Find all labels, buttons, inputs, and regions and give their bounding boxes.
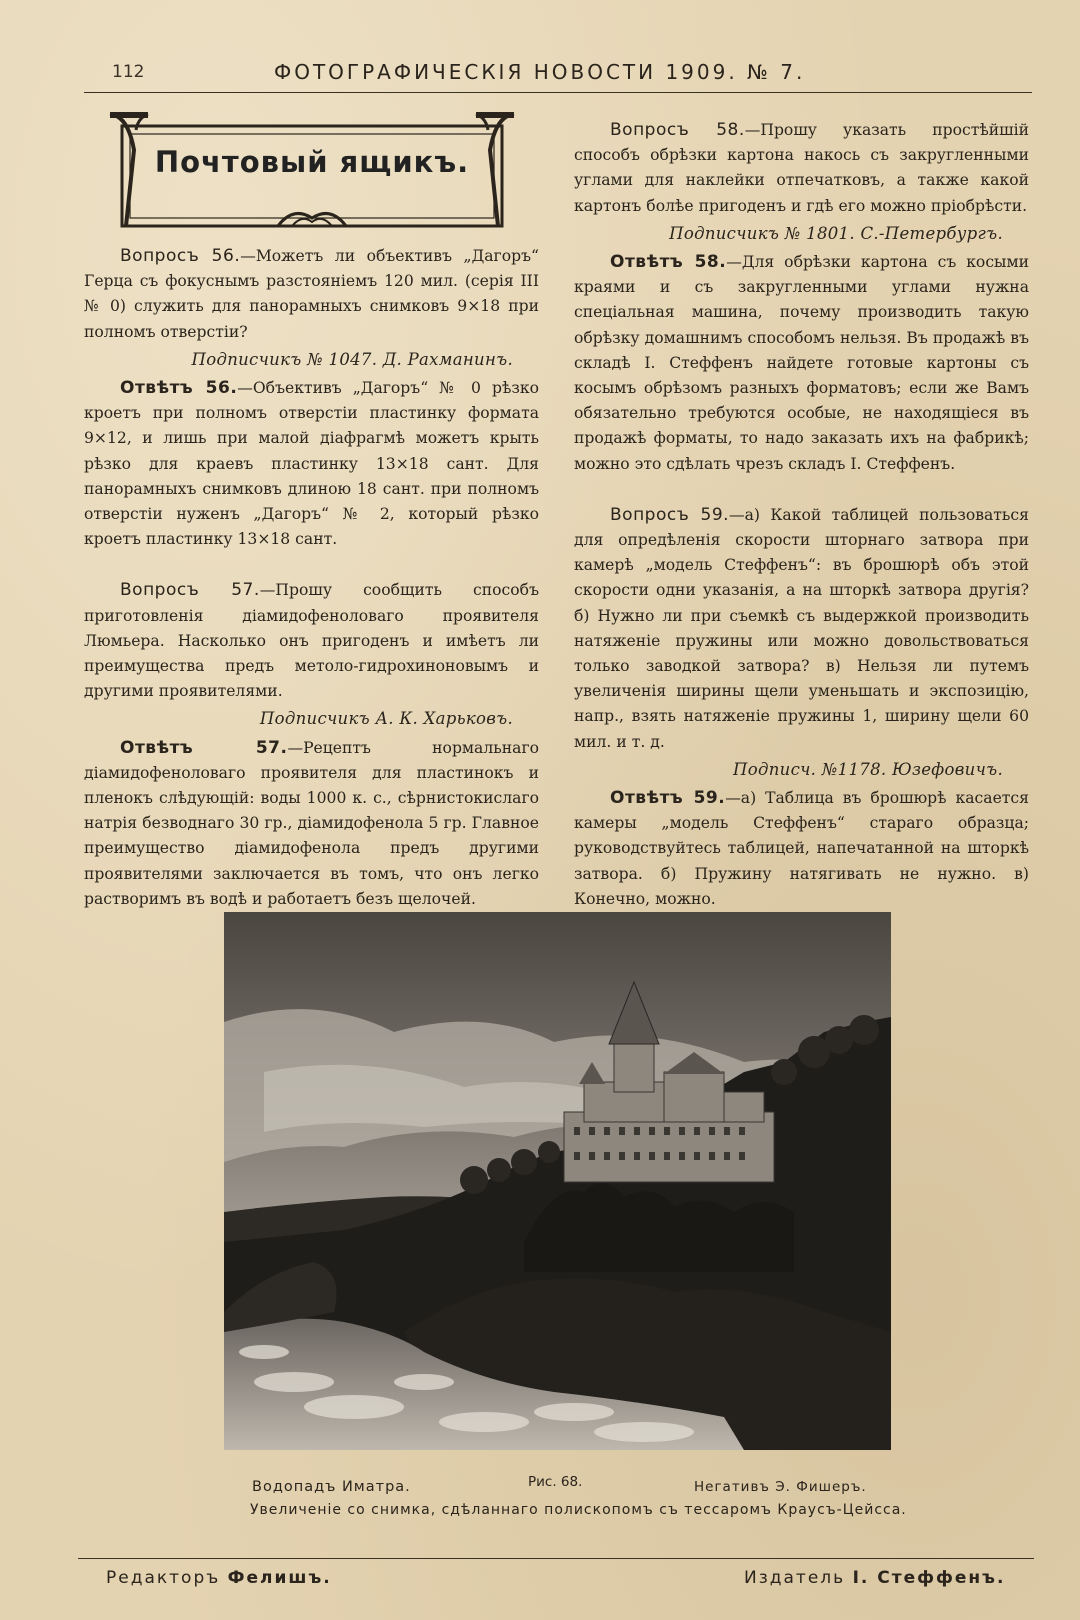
answer-57 bbox=[84, 736, 539, 912]
answer-label: Отвѣтъ 59. bbox=[610, 788, 726, 809]
footer-publisher bbox=[744, 1568, 1005, 1588]
editor-name: Фелишъ. bbox=[227, 1568, 332, 1588]
signature: Подписчикъ № 1801. С.-Петербургъ. bbox=[669, 223, 1003, 243]
footer-editor bbox=[106, 1568, 332, 1588]
question-text: —Прошу указать простѣйшiй способъ обрѣзки картона накось съ закругленными углами для наклейки отпечатковъ, а также какой картонъ болѣе пригоденъ и гдѣ его можно прiобрѣсти. bbox=[574, 121, 1029, 215]
answer-text: —Для обрѣзки картона съ косыми краями и съ закругленными углами нужна спецiальная машина, почему производить такую обрѣзку домашнимъ способомъ нельзя. Въ продажѣ въ складѣ I. Стеффенъ найдете готовые картоны съ косымъ обрѣзомъ разныхъ форматовъ; если же Вамъ обязательно требуются особые, не находящiеся въ продажѣ форматы, то надо заказать ихъ на фабрикѣ; можно это сдѣлать чрезъ складъ I. Стеффенъ. bbox=[574, 253, 1029, 473]
question-label: Вопросъ 59. bbox=[610, 504, 730, 525]
figure-caption-title: Водопадъ Иматра. bbox=[252, 1479, 411, 1495]
answer-58 bbox=[574, 250, 1029, 477]
signature: Подписчикъ А. К. Харьковъ. bbox=[259, 709, 513, 729]
section-title: Почтовый ящикъ. bbox=[154, 145, 470, 179]
answer-text: —Объективъ „Дагоръ“ № 0 рѣзко кроетъ при полномъ отверстiи пластинку формата 9×12, и лишь при малой дiафрагмѣ можетъ крыть рѣзко для краевъ пластинку 13×18 сант. Для панорамныхъ снимковъ длиною 18 сант. при полномъ отверстiи нуженъ „Дагоръ“ № 2, который рѣзко кроетъ пластинку 13×18 сант. bbox=[84, 379, 539, 549]
question-57 bbox=[84, 578, 539, 704]
section-banner bbox=[108, 110, 516, 236]
right-column bbox=[574, 118, 1029, 912]
spacer bbox=[574, 477, 1029, 503]
answer-text: —Рецептъ нормальнаго дiамидофеноловаго проявителя для пластинокъ и пленокъ слѣдующiй: воды 1000 к. с., сѣрнистокислаго натрiя безводнаго 30 гр., дiамидофенола 5 гр. Главное преимущество дiамидофенола предъ другими проявителями заключается въ томъ, что онъ легко растворимъ въ водѣ и работаетъ безъ щелочей. bbox=[84, 738, 539, 908]
figure-caption-sub: Увеличенiе со снимка, сдѣланнаго полископомъ съ тессаромъ Краусъ-Цейсса. bbox=[250, 1502, 907, 1518]
answer-56 bbox=[84, 376, 539, 552]
figure-number: Рис. 68. bbox=[528, 1474, 583, 1490]
question-label: Вопросъ 58. bbox=[610, 120, 745, 140]
question-label: Вопросъ 57. bbox=[120, 580, 260, 601]
question-58 bbox=[574, 118, 1029, 219]
publisher-name: I. Стеффенъ. bbox=[852, 1568, 1006, 1588]
photograph-imatra-waterfall bbox=[224, 912, 891, 1450]
page-number: 112 bbox=[112, 62, 145, 82]
question-label: Вопросъ 56. bbox=[120, 246, 241, 266]
spacer bbox=[84, 552, 539, 578]
question-text: —а) Какой таблицей пользоваться для опредѣленiя скорости шторнаго затвора при камерѣ „модель Стеффенъ“: въ брошюрѣ объ этой скорости одни указанiя, а на шторкѣ затвора другiя? б) Нужно ли при съемкѣ съ выдержкой производить натяженiе пружины или можно довольствоваться только заводкой затвора? в) Нельзя ли путемъ увеличенiя ширины щели уменьшать и экспозицiю, напр., взять натяженiе пружины 1, ширину щели 60 мил. и т. д. bbox=[574, 505, 1029, 751]
answer-label: Отвѣтъ 57. bbox=[120, 737, 288, 758]
left-column bbox=[84, 110, 539, 912]
question-text: —Прошу сообщить способъ приготовленiя дiамидофеноловаго проявителя Люмьера. Насколько онъ пригоденъ и имѣетъ ли преимущества предъ метоло-гидрохиноновымъ и другими проявителями. bbox=[84, 581, 539, 701]
running-title: ФОТОГРАФИЧЕСКIЯ НОВОСТИ 1909. № 7. bbox=[274, 60, 806, 84]
question-text: —Можетъ ли объективъ „Дагоръ“ Герца съ фокуснымъ разстоянiемъ 120 мил. (серiя III № 0) служить для панорамныхъ снимковъ 9×18 при полномъ отверстiи? bbox=[84, 247, 539, 341]
page-header bbox=[84, 56, 1032, 93]
question-59 bbox=[574, 503, 1029, 755]
publisher-label: Издатель bbox=[744, 1568, 846, 1588]
photo-illustration bbox=[224, 912, 891, 1450]
answer-text: —а) Таблица въ брошюрѣ касается камеры „модель Стеффенъ“ стараго образца; руководствуйтесь таблицей, напечатанной на шторкѣ затвора. б) Пружину натягивать не нужно. в) Конечно, можно. bbox=[574, 789, 1029, 908]
answer-label: Отвѣтъ 56. bbox=[120, 378, 238, 399]
answer-label: Отвѣтъ 58. bbox=[610, 252, 727, 273]
figure-credit: Негативъ Э. Фишеръ. bbox=[694, 1479, 867, 1495]
answer-59 bbox=[574, 786, 1029, 912]
question-56 bbox=[84, 244, 539, 345]
signature: Подписч. №1178. Юзефовичъ. bbox=[733, 759, 1003, 779]
editor-label: Редакторъ bbox=[106, 1568, 221, 1588]
signature: Подписчикъ № 1047. Д. Рахманинъ. bbox=[191, 349, 513, 369]
footer-rule bbox=[78, 1558, 1034, 1559]
